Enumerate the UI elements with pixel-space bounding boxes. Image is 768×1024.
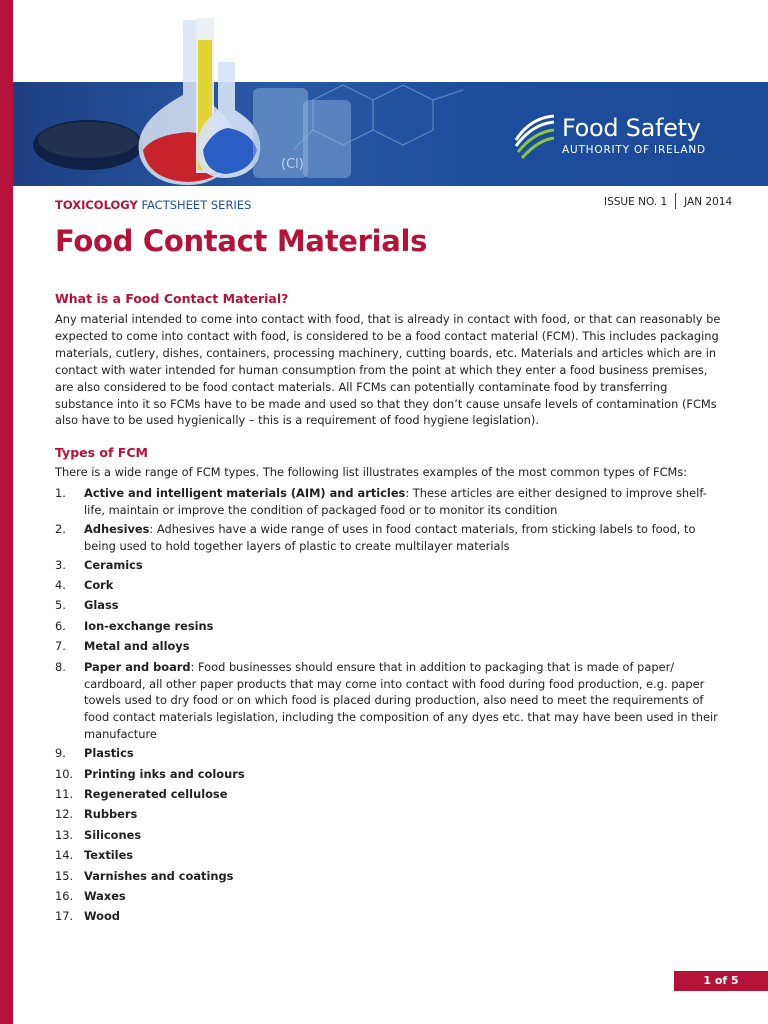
list-item-number: 2.	[55, 521, 66, 536]
lab-glassware-illustration	[13, 0, 473, 186]
logo-subtitle: AUTHORITY OF IRELAND	[562, 144, 706, 156]
page-number-badge: 1 of 5	[674, 971, 768, 991]
list-item	[55, 786, 723, 803]
list-item-term: Waxes	[84, 889, 126, 904]
list-item-number: 15.	[55, 868, 74, 883]
list-item	[55, 908, 723, 925]
list-item	[55, 597, 723, 614]
logo-title: Food Safety	[562, 114, 701, 142]
list-item	[55, 745, 723, 762]
list-item-term: Regenerated cellulose	[84, 787, 228, 801]
series-rest: FACTSHEET SERIES	[141, 198, 252, 212]
list-item-term: Silicones	[84, 827, 142, 842]
types-intro: There is a wide range of FCM types. The following list illustrates examples of the most common types of FCMs:	[55, 465, 688, 479]
list-item-term: Ceramics	[84, 557, 143, 572]
list-item-term: Varnishes and coatings	[84, 868, 234, 883]
list-item-description: : Food businesses should ensure that in addition to packaging that is made of paper/ cardboard, all other paper products that may come into contact with food during food production, e.g. paper towels used to dry food or on which food is placed during production, also need to meet the requirements of food contact materials legislation, including the composition of any dyes etc. that may have been used in their manufacture	[84, 659, 718, 742]
list-item-number: 1.	[55, 486, 66, 500]
list-item	[55, 868, 723, 885]
list-item-number: 16.	[55, 889, 74, 904]
list-item-number: 7.	[55, 639, 66, 654]
list-item-number: 9.	[55, 746, 66, 761]
list-item	[55, 766, 723, 783]
page-title: Food Contact Materials	[55, 224, 428, 258]
list-item-term: Cork	[84, 578, 114, 593]
list-item-term: Wood	[84, 909, 120, 924]
list-item-number: 3.	[55, 557, 66, 572]
list-item-number: 10.	[55, 766, 74, 781]
list-item	[55, 888, 723, 905]
list-item-number: 13.	[55, 827, 74, 842]
list-item-number: 12.	[55, 807, 74, 822]
svg-text:(Cl): (Cl)	[281, 157, 304, 172]
list-item	[55, 521, 723, 555]
list-item-term: Active and intelligent materials (AIM) and articles	[84, 486, 406, 500]
list-item	[55, 638, 723, 655]
issue-info	[604, 193, 732, 209]
list-item-description: : Adhesives have a wide range of uses in food contact materials, from sticking labels to food, to being used to hold together layers of plastic to create multilayer materials	[84, 521, 696, 553]
section-heading-what-is-fcm: What is a Food Contact Material?	[55, 291, 289, 306]
issue-date: JAN 2014	[684, 196, 733, 208]
list-item	[55, 827, 723, 844]
list-item-number: 6.	[55, 618, 66, 633]
leaf-logo-icon	[510, 110, 558, 162]
list-item-term: Metal and alloys	[84, 639, 190, 654]
series-label	[55, 198, 251, 212]
list-item-number: 14.	[55, 848, 74, 863]
list-item-description: : These articles are either designed to improve shelf-life, maintain or improve the condition of packaged food or to monitor its condition	[84, 486, 707, 517]
list-item-number: 4.	[55, 578, 66, 593]
list-item-term: Printing inks and colours	[84, 766, 245, 781]
list-item-term: Paper and board	[84, 659, 191, 674]
list-item-number: 5.	[55, 598, 66, 613]
issue-separator	[675, 193, 676, 209]
section-heading-types: Types of FCM	[55, 445, 148, 460]
list-item	[55, 806, 723, 823]
section-body-what-is-fcm: Any material intended to come into contact with food, that is already in contact with food, or that can reasonably be expected to come into contact with food, is considered to be a food contact material (FCM). This includes packaging materials, cutlery, dishes, containers, processing machinery, cutting boards, etc. Materials and articles which are in contact with water intended for human consumption from the point at which they enter a food business premises, are also considered to be food contact materials. All FCMs can potentially contaminate food by transferring substance into it so FCMs have to be made and used so that they don’t cause unsafe levels of contamination (FCMs also have to be used hygienically – this is a requirement of food hygiene legislation).	[55, 312, 721, 428]
list-item	[55, 577, 723, 594]
left-accent-bar	[0, 0, 13, 1024]
list-item-term: Rubbers	[84, 807, 138, 822]
list-item	[55, 557, 723, 574]
list-item-term: Ion-exchange resins	[84, 618, 214, 633]
list-item-number: 8.	[55, 659, 66, 674]
list-item-term: Textiles	[84, 848, 134, 863]
food-safety-logo	[510, 110, 730, 162]
fcm-types-list	[55, 485, 723, 929]
list-item-term: Adhesives	[84, 521, 150, 536]
list-item	[55, 485, 723, 519]
list-item-number: 11.	[55, 787, 74, 801]
list-item-term: Glass	[84, 598, 119, 613]
list-item-term: Plastics	[84, 746, 134, 761]
series-highlight: TOXICOLOGY	[55, 198, 138, 212]
issue-number: ISSUE NO. 1	[604, 196, 668, 208]
list-item-number: 17.	[55, 909, 74, 924]
list-item	[55, 618, 723, 635]
list-item	[55, 659, 723, 744]
list-item	[55, 847, 723, 864]
